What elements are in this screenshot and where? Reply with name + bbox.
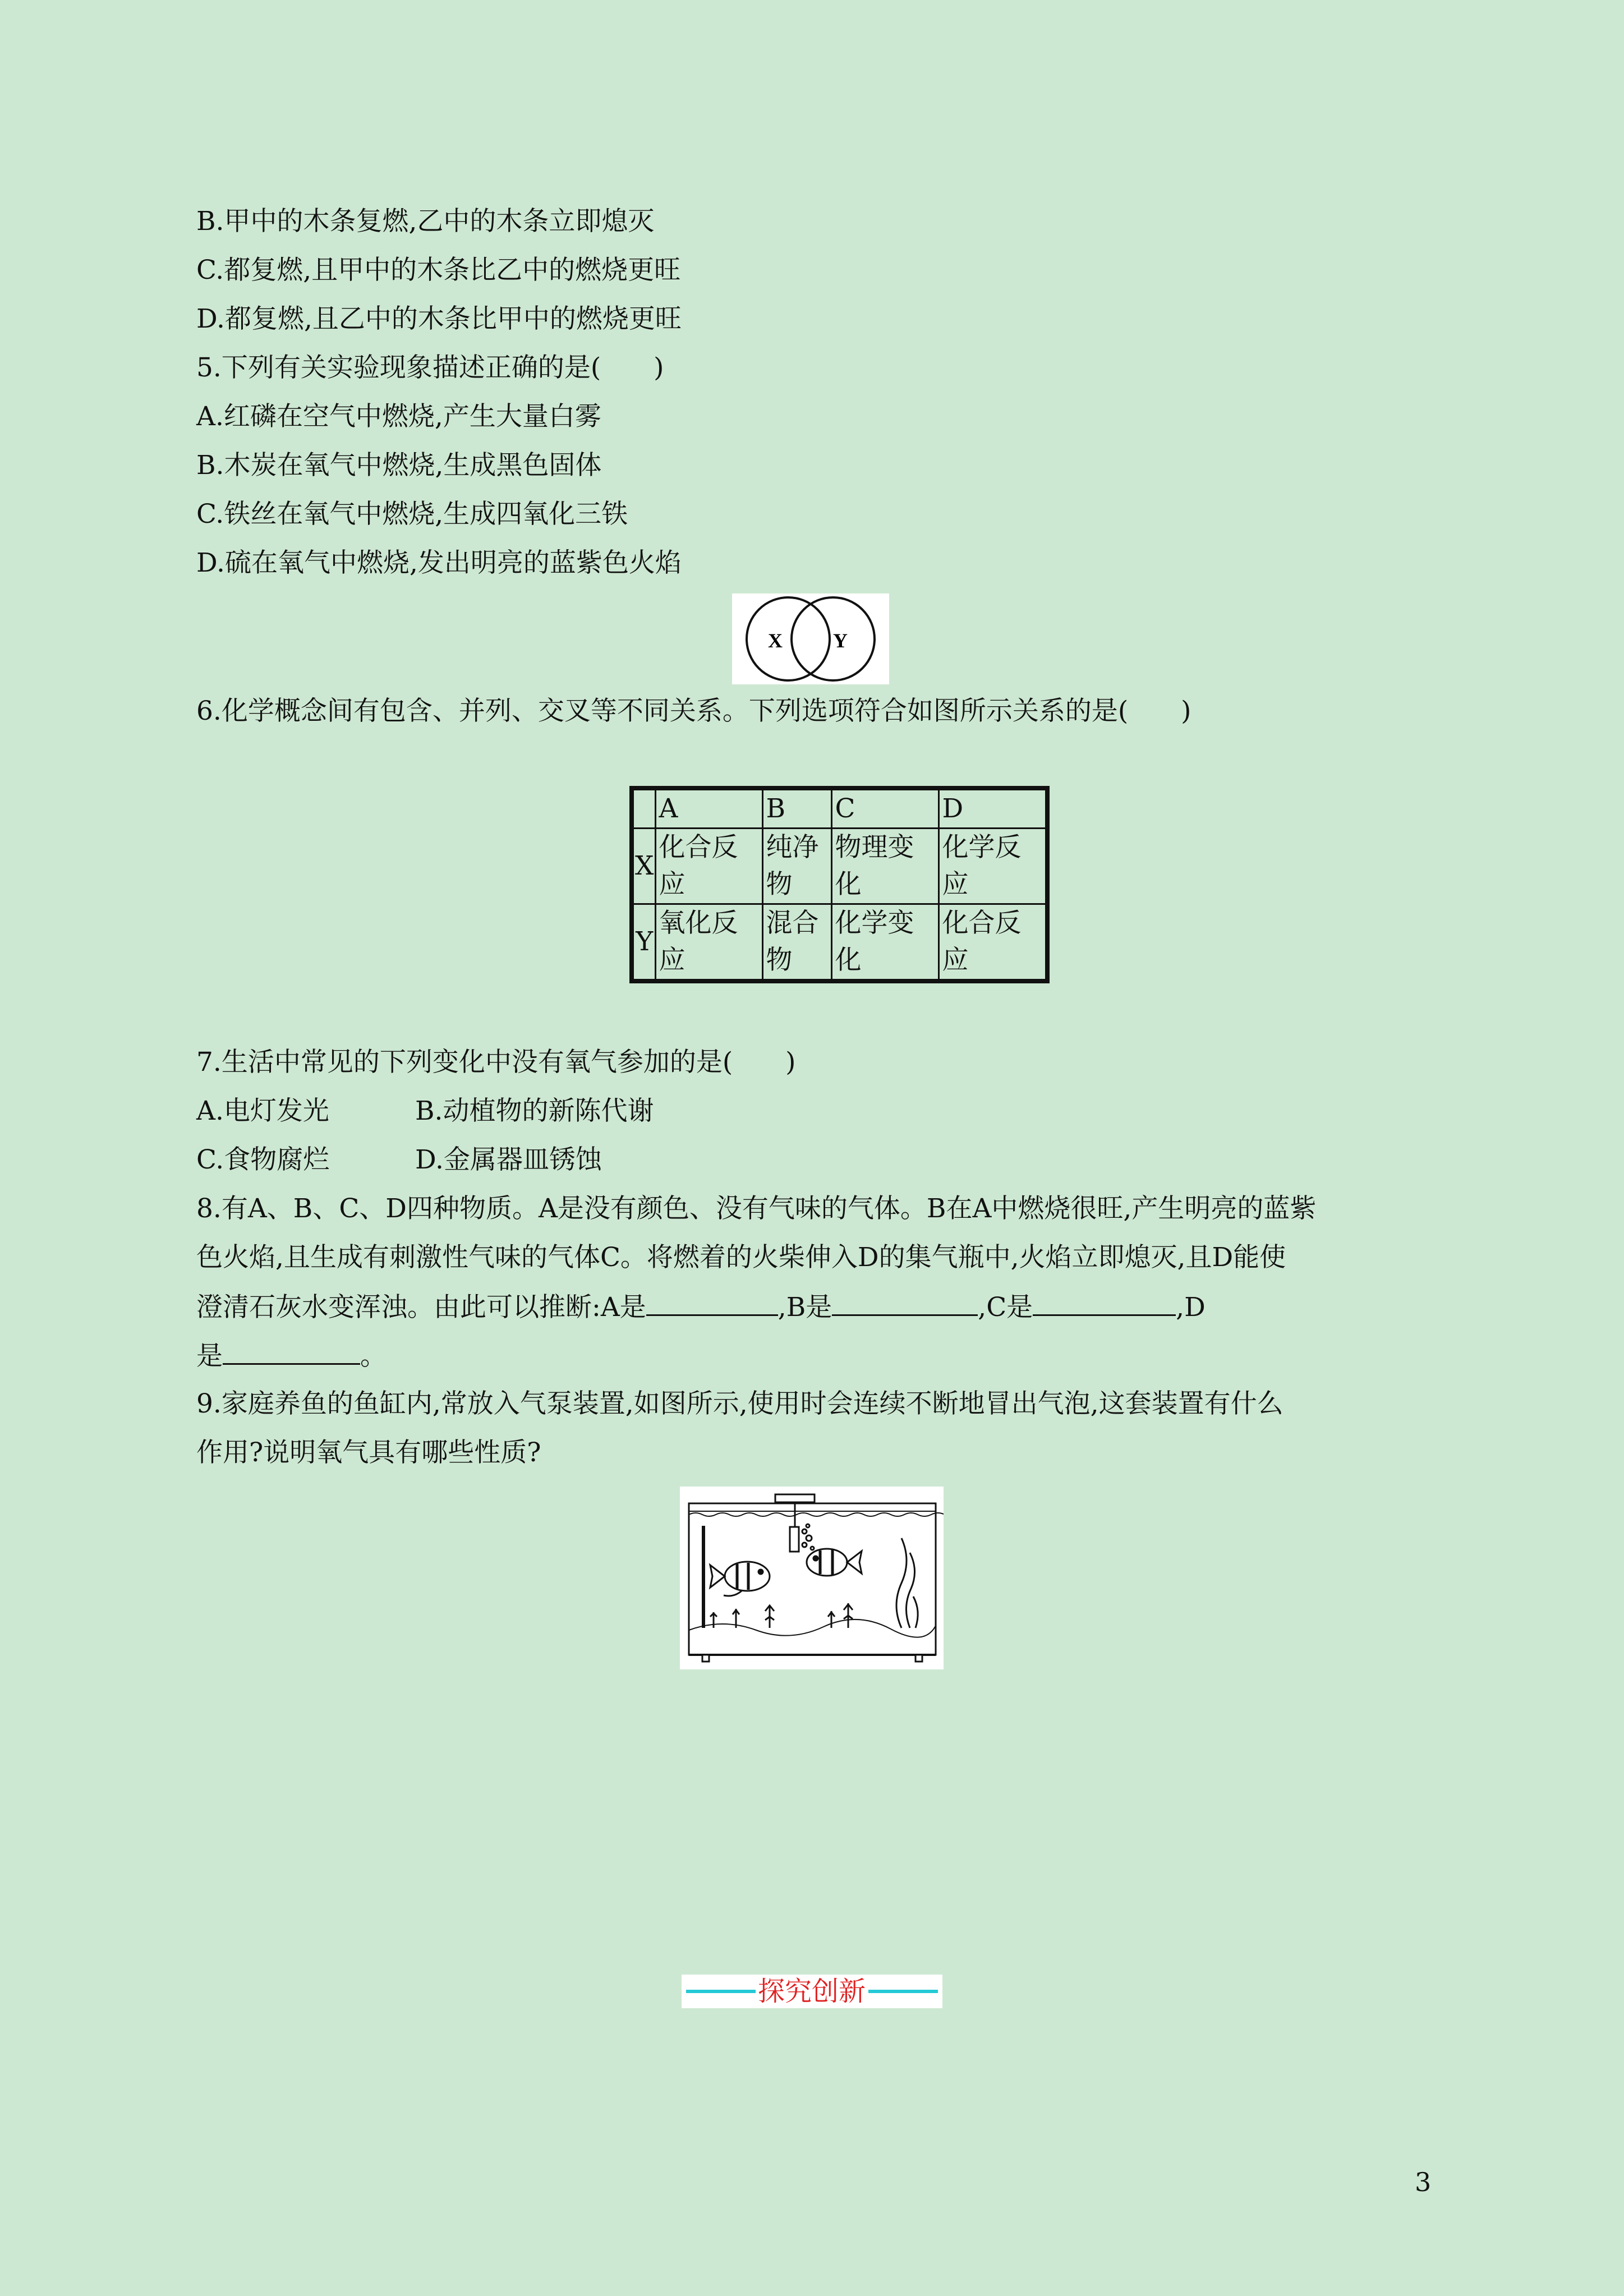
heading-bar-right xyxy=(868,1990,938,1993)
answer-blank-c[interactable] xyxy=(1033,1290,1176,1316)
section-heading-label: 探究创新 xyxy=(757,1976,866,2007)
table-cell: 纯净物 xyxy=(766,832,819,900)
q9-line-1: 9.家庭养鱼的鱼缸内,常放入气泵装置,如图所示,使用时会连续不断地冒出气泡,这套装置有什么 xyxy=(196,1388,1283,1419)
q8-text: ,B是 xyxy=(778,1292,832,1323)
q9-line-2: 作用?说明氧气具有哪些性质? xyxy=(196,1437,541,1468)
q8-text: ,C是 xyxy=(978,1292,1033,1323)
air-stone-icon xyxy=(790,1527,799,1552)
q4-option-c: C.都复燃,且甲中的木条比乙中的燃烧更旺 xyxy=(196,255,681,286)
q7-option-d: D.金属器皿锈蚀 xyxy=(415,1144,602,1175)
venn-circle-x xyxy=(747,597,830,680)
q5-stem: 5.下列有关实验现象描述正确的是( ) xyxy=(196,352,664,383)
table-header-cell: A xyxy=(656,788,763,829)
table-row-label: Y xyxy=(632,904,656,982)
table-row-label: X xyxy=(632,829,656,904)
table-row xyxy=(632,904,1047,982)
venn-label-y: Y xyxy=(833,629,848,652)
table-cell: 混合物 xyxy=(766,908,819,976)
table-header-cell: C xyxy=(832,788,939,829)
q6-stem: 6.化学概念间有包含、并列、交叉等不同关系。下列选项符合如图所示关系的是( ) xyxy=(196,696,1191,726)
venn-diagram xyxy=(732,593,889,684)
fish-left-icon xyxy=(710,1562,770,1596)
q8-text: 。 xyxy=(360,1341,387,1372)
q5-option-d: D.硫在氧气中燃烧,发出明亮的蓝紫色火焰 xyxy=(196,547,682,578)
fish-right-icon xyxy=(807,1549,862,1576)
q8-text: 澄清石灰水变浑浊。由此可以推断:A是 xyxy=(196,1292,646,1323)
table-cell: 物理变化 xyxy=(835,832,914,900)
q7-option-c: C.食物腐烂 xyxy=(196,1144,330,1175)
q8-line-3 xyxy=(196,1290,1206,1324)
air-pump-icon xyxy=(775,1494,815,1502)
q7-option-a: A.电灯发光 xyxy=(196,1096,329,1126)
fish-tank-illustration xyxy=(680,1487,944,1669)
seaweed-icon xyxy=(896,1538,918,1628)
table-corner-cell xyxy=(632,788,656,829)
table-cell: 化合反应 xyxy=(659,832,738,900)
table-header-row xyxy=(632,788,1047,829)
heading-bar-left xyxy=(686,1990,756,1993)
q4-option-d: D.都复燃,且乙中的木条比甲中的燃烧更旺 xyxy=(196,303,682,334)
answer-blank-a[interactable] xyxy=(646,1290,778,1316)
q5-option-c: C.铁丝在氧气中燃烧,生成四氧化三铁 xyxy=(196,499,628,530)
q5-option-b: B.木炭在氧气中燃烧,生成黑色固体 xyxy=(196,450,602,481)
q5-option-a: A.红磷在空气中燃烧,产生大量白雾 xyxy=(196,401,601,432)
table-cell: 氧化反应 xyxy=(659,908,738,976)
q8-line-1: 8.有A、B、C、D四种物质。A是没有颜色、没有气味的气体。B在A中燃烧很旺,产生明亮的蓝紫 xyxy=(196,1193,1317,1224)
q7-option-b: B.动植物的新陈代谢 xyxy=(415,1096,654,1126)
answer-blank-b[interactable] xyxy=(832,1290,978,1316)
q8-line-2: 色火焰,且生成有刺激性气味的气体C。将燃着的火柴伸入D的集气瓶中,火焰立即熄灭,且D能使 xyxy=(196,1242,1286,1273)
table-cell: 化学反应 xyxy=(942,832,1022,900)
table-cell: 化合反应 xyxy=(942,908,1022,976)
table-header-cell: B xyxy=(763,788,832,829)
q8-text: 是 xyxy=(196,1341,223,1372)
q6-options-table xyxy=(629,786,1050,983)
section-heading xyxy=(682,1975,942,2008)
table-row xyxy=(632,829,1047,904)
q8-line-4 xyxy=(196,1338,387,1373)
page-number: 3 xyxy=(1415,2167,1432,2197)
table-cell: 化学变化 xyxy=(835,908,914,976)
q8-text: ,D xyxy=(1176,1292,1206,1323)
q7-stem: 7.生活中常见的下列变化中没有氧气参加的是( ) xyxy=(196,1047,796,1078)
q4-option-b: B.甲中的木条复燃,乙中的木条立即熄灭 xyxy=(196,206,655,237)
venn-label-x: X xyxy=(768,629,783,652)
table-header-cell: D xyxy=(939,788,1048,829)
answer-blank-d[interactable] xyxy=(223,1338,360,1365)
